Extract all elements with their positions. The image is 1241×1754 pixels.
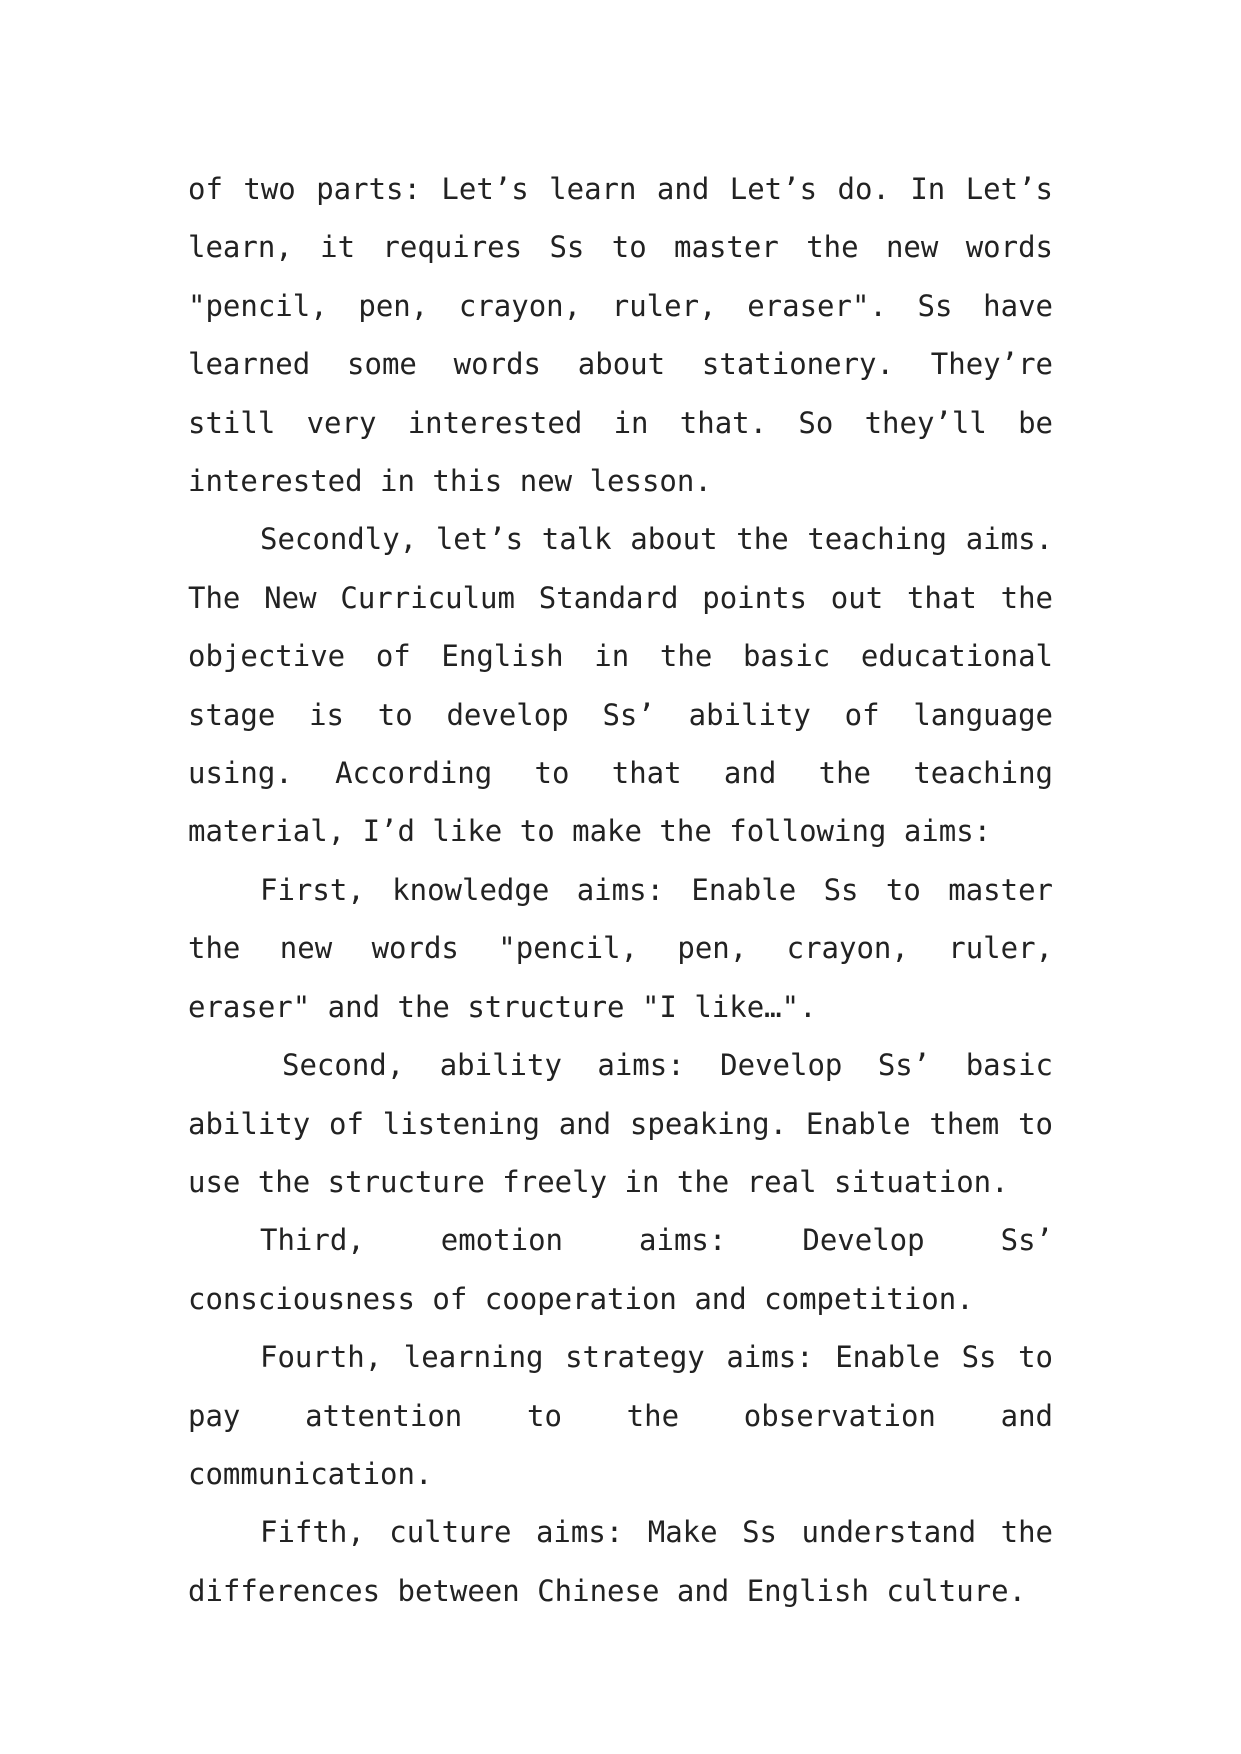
paragraph-culture-aims: Fifth, culture aims: Make Ss understand the differences between Chinese and English culture. <box>188 1515 1053 1608</box>
paragraph-learning-strategy-aims: Fourth, learning strategy aims: Enable Ss to pay attention to the observation and communication. <box>188 1340 1053 1491</box>
document-page <box>188 160 1053 1620</box>
paragraph-intro-continued: of two parts: Let’s learn and Let’s do. In Let’s learn, it requires Ss to master the new words "pencil, pen, crayon, ruler, eraser". Ss have learned some words about stationery. They’re still very interested in that. So they’ll be interested in this new lesson. <box>188 172 1053 499</box>
paragraph-ability-aims: Second, ability aims: Develop Ss’ basic ability of listening and speaking. Enable them to use the structure freely in the real situation. <box>188 1048 1053 1199</box>
paragraph-emotion-aims: Third, emotion aims: Develop Ss’ consciousness of cooperation and competition. <box>188 1223 1053 1316</box>
paragraph-teaching-aims: Secondly, let’s talk about the teaching aims. The New Curriculum Standard points out that the objective of English in the basic educational stage is to develop Ss’ ability of language using. According to that and the teaching material, I’d like to make the following aims: <box>188 522 1053 849</box>
paragraph-knowledge-aims: First, knowledge aims: Enable Ss to master the new words "pencil, pen, crayon, ruler, eraser" and the structure "I like…". <box>188 872 1053 1024</box>
